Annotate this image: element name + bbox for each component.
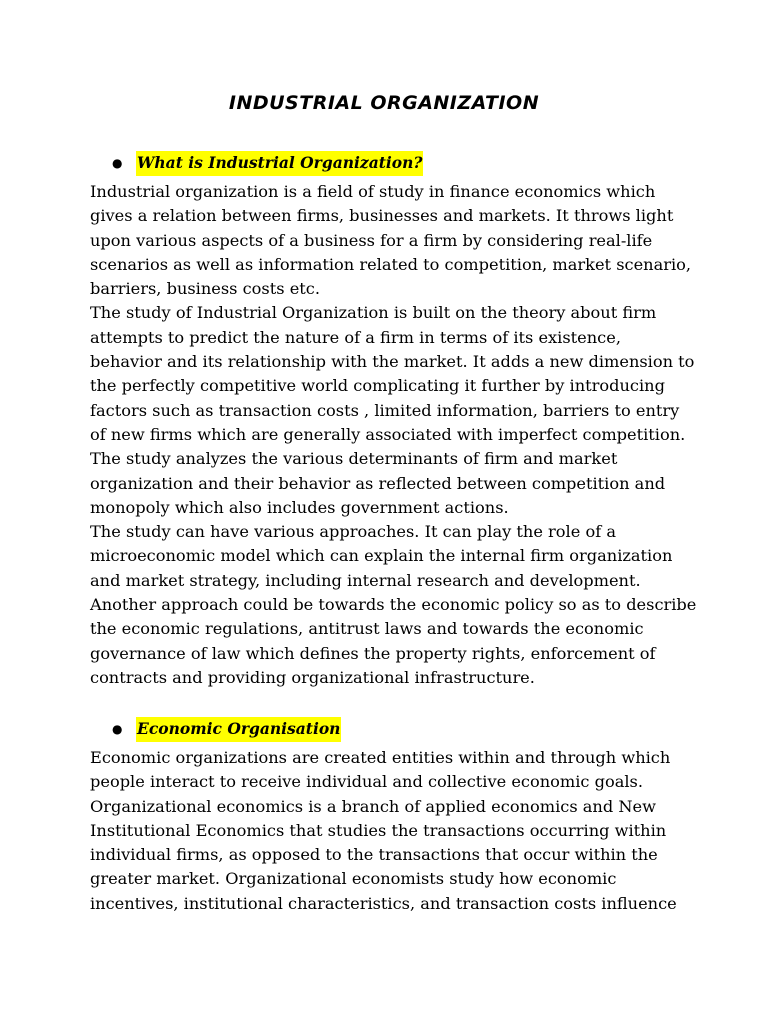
body-line: Economic organizations are created entities within and through which <box>90 748 671 767</box>
body-line: contracts and providing organizational infrastructure. <box>90 667 535 687</box>
body-line: Organizational economics is a branch of applied economics and New <box>90 796 656 816</box>
section-heading-industrial-organization <box>112 150 423 176</box>
body-line: scenarios as well as information related to competition, market scenario, <box>90 254 692 274</box>
body-line: incentives, institutional characteristics, and transaction costs influence <box>90 893 677 913</box>
body-line: Another approach could be towards the economic policy so as to describe <box>90 595 697 615</box>
body-line: monopoly which also includes government actions. <box>90 497 509 517</box>
section-heading-label: Economic Organisation <box>136 717 341 742</box>
body-line: Institutional Economics that studies the transactions occurring within <box>90 820 667 840</box>
body-line: people interact to receive individual and collective economic goals. <box>90 772 644 792</box>
bullet-icon: ● <box>112 156 123 170</box>
body-line: greater market. Organizational economists study how economic <box>90 869 617 889</box>
body-line: The study can have various approaches. It can play the role of a <box>90 522 616 542</box>
body-line: Industrial organization is a field of study in finance economics which <box>90 182 656 201</box>
body-line: The study of Industrial Organization is built on the theory about firm <box>90 303 657 323</box>
body-line: organization and their behavior as reflected between competition and <box>90 473 666 493</box>
body-line: attempts to predict the nature of a firm in terms of its existence, <box>90 327 621 347</box>
body-line: gives a relation between firms, businesses and markets. It throws light <box>90 206 674 226</box>
bullet-icon: ● <box>112 722 123 736</box>
body-line: microeconomic model which can explain the internal firm organization <box>90 546 673 566</box>
section-heading-label: What is Industrial Organization? <box>136 151 423 176</box>
body-line: The study analyzes the various determinants of firm and market <box>90 449 618 469</box>
body-line: and market strategy, including internal research and development. <box>90 570 641 590</box>
body-line: factors such as transaction costs , limited information, barriers to entry <box>90 400 680 420</box>
body-line: barriers, business costs etc. <box>90 279 320 299</box>
body-line: governance of law which defines the property rights, enforcement of <box>90 643 656 663</box>
body-line: of new firms which are generally associated with imperfect competition. <box>90 424 686 444</box>
section-body-industrial-organization <box>90 180 697 690</box>
section-body-economic-organisation <box>90 746 690 916</box>
document-title: INDUSTRIAL ORGANIZATION <box>228 92 540 114</box>
body-line: individual firms, as opposed to the transactions that occur within the <box>90 845 658 865</box>
body-line: upon various aspects of a business for a firm by considering real-life <box>90 230 653 250</box>
section-heading-economic-organisation <box>112 716 341 742</box>
body-line: the perfectly competitive world complicating it further by introducing <box>90 376 665 396</box>
body-line: behavior and its relationship with the market. It adds a new dimension to <box>90 352 695 372</box>
body-line: the economic regulations, antitrust laws and towards the economic <box>90 619 644 639</box>
